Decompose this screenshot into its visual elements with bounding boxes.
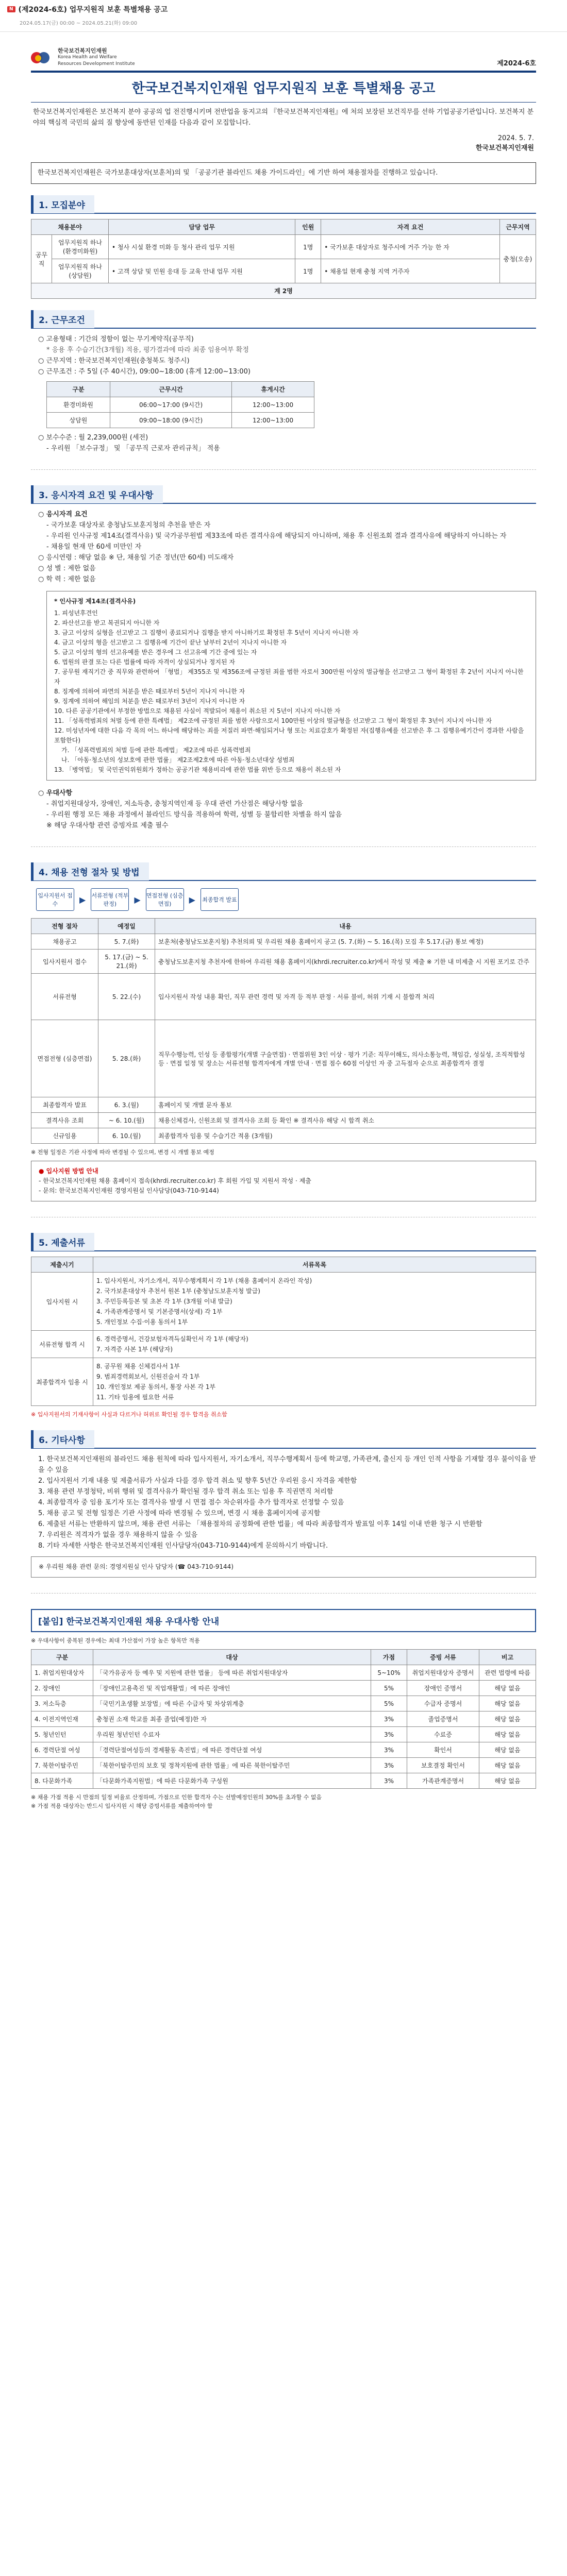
disqualification-box: * 인사규정 제14조(결격사유) 1. 피성년후견인 2. 파산선고를 받고 복권되지 아니한 자 3. 금고 이상의 실형을 선고받고 그 집행이 종료되거나 집행을 받지 아니하기로 확정된 후 5년이 지나지 아니한 자 4. 금고 이상의 형을 선고받고 그 집행유예 기간이 끝난 날부터 2년이 지나지 아니한 자 5. 금고 이상의 형의 선고유예를 받은 경우에 그 선고유예 기간 중에 있는 자 6. 법원의 판결 또는 다른 법률에 따라 자격이 상실되거나 정지된 자 7. 공무원 재직기간 중 직무와 관련하여 「형법」 제355조 및 제356조에 규정된 죄를 범한 자로서 300만원 이상의 벌금형을 선고받고 그 형이 확정된 후 2년이 지나지 아니한 자 8. 징계에 의하여 파면의 처분을 받은 때로부터 5년이 지나지 아니한 자 9. 징계에 의하여 해임의 처분을 받은 때로부터 3년이 지나지 아니한 자 10. 다른 공공기관에서 부정한 방법으로 채용된 사실이 적발되어 채용이 취소된 지 5년이 지나지 아니한 자 11. 「성폭력범죄의 처벌 등에 관한 특례법」 제2조에 규정된 죄를 범한 사람으로서 100만원 이상의 벌금형을 선고받고 그 형이 확정된 후 3년이 지나지 아니한 자 12. 미성년자에 대한 다음 각 목의 어느 하나에 해당하는 죄를 저질러 파면·해임되거나 형 또는 치료감호가 확정된 자(집행유예를 선고받은 후 그 집행유예기간이 경과한 사람을 포함한다) 가. 「성폭력범죄의 처벌 등에 관한 특례법」 제2조에 따른 성폭력범죄 나. 「아동·청소년의 성보호에 관한 법률」 제2조제2호에 따른 아동·청소년대상 성범죄 13. 「병역법」 및 국민권익위원회가 정하는 공공기관 채용비리에 관한 법률 위반 등으로 채용이 취소된 자	[46, 591, 536, 781]
section-qualifications: 3. 응시자격 요건 및 우대사항 ○ 응시자격 요건 - 국가보훈 대상자로 충청남도보훈지청의 추천을 받은 자 - 우리원 인사규정 제14조(결격사유) 및 국가공무원법 제33조에 따른 결격사유에 해당되지 아니하며, 채용 후 신원조회 결과 결격사유에 해당하지 아니하는 자 - 채용일 현재 만 60세 미만인 자 ○ 응시연령 : 해당 없음 ※ 단, 채용일 기준 정년(만 60세) 미도래자 ○ 성 별 : 제한 없음 ○ 학 력 : 제한 없음 * 인사규정 제14조(결격사유) 1. 피성년후견인 2. 파산선고를 받고 복권되지 아니한 자 3. 금고 이상의 실형을 선고받고 그 집행이 종료되거나 집행을 받지 아니하기로 확정된 후 5년이 지나지 아니한 자 4. 금고 이상의 형을 선고받고 그 집행유예 기간이 끝난 날부터 2년이 지나지 아니한 자 5. 금고 이상의 형의 선고유예를 받은 경우에 그 선고유예 기간 중에 있는 자 6. 법원의 판결 또는 다른 법률에 따라 자격이 상실되거나 정지된 자 7. 공무원 재직기간 중 직무와 관련하여 「형법」 제355조 및 제356조에 규정된 죄를 범한 자로서 300만원 이상의 벌금형을 선고받고 그 형이 확정된 후 2년이 지나지 아니한 자 8. 징계에 의하여 파면의 처분을 받은 때로부터 5년이 지나지 아니한 자 9. 징계에 의하여 해임의 처분을 받은 때로부터 3년이 지나지 아니한 자 10. 다른 공공기관에서 부정한 방법으로 채용된 사실이 적발되어 채용이 취소된 지 5년이 지나지 아니한 자 11. 「성폭력범죄의 처벌 등에 관한 특례법」 제2조에 규정된 죄를 범한 사람으로서 100만원 이상의 벌금형을 선고받고 그 형이 확정된 후 3년이 지나지 아니한 자 12. 미성년자에 대한 다음 각 목의 어느 하나에 해당하는 죄를 저질러 파면·해임되거나 형 또는 치료감호가 확정된 자(집행유예를 선고받은 후 그 집행유예기간이 경과한 사람을 포함한다) 가. 「성폭력범죄의 처벌 등에 관한 특례법」 제2조에 따른 성폭력범죄 나. 「아동·청소년의 성보호에 관한 법률」 제2조제2호에 따른 아동·청소년대상 성범죄 13. 「병역법」 및 국민권익위원회가 정하는 공공기관 채용비리에 관한 법률 위반 등으로 채용이 취소된 자 ○ 우대사항 - 취업지원대상자, 장애인, 저소득층, 충청지역인재 등 우대 관련 가산점은 해당사항 없음 - 우리원 행정 모든 채용 과정에서 블라인드 방식을 적용하여 학력, 성별 등 불합리한 차별을 하지 않음 ※ 해당 우대사항 관련 증빙자료 제출 필수	[31, 485, 536, 831]
table-row: 8. 다문화가족 「다문화가족지원법」에 따른 다문화가족 구성원 3% 가족관계증명서 해당 없음	[31, 1773, 536, 1789]
table-row: 최종합격자 임용 시 8. 공무원 채용 신체검사서 1부 9. 범죄경력회보서, 신원진술서 각 1부 10. 개인정보 제공 동의서, 통장 사본 각 1부 11. 기타 임용에 필요한 서류	[31, 1358, 536, 1406]
apply-method-box: ● 입사지원 방법 안내 - 한국보건복지인재원 채용 홈페이지 접속(khrdi.recruiter.co.kr) 후 회원 가입 및 지원서 작성 · 제출 - 문의: 한국보건복지인재원 경영지원실 인사담당(043-710-9144)	[31, 1161, 536, 1201]
logo-mark-icon	[31, 50, 54, 65]
signature-block: 2024. 5. 7. 한국보건복지인재원	[475, 134, 534, 152]
table-row: 서류전형 합격 시 6. 경력증명서, 건강보험자격득실확인서 각 1부 (해당자) 7. 자격증 사본 1부 (해당자)	[31, 1331, 536, 1358]
section-title: 3. 응시자격 요건 및 우대사항	[31, 485, 163, 503]
section-title: 2. 근무조건	[31, 310, 94, 328]
flow-step: 서류전형 (적부판정)	[91, 888, 129, 911]
list-item: 7. 우리원은 적격자가 없을 경우 채용하지 않을 수 있음	[38, 1531, 198, 1539]
flow-step: 입사지원서 접수	[36, 888, 74, 911]
flow-step: 최종합격 발표	[201, 888, 239, 911]
section-recruitment-fields	[31, 195, 536, 299]
logo-text: 한국보건복지인재원 Korea Health and Welfare Resources Development Institute	[58, 47, 135, 66]
institute-logo	[31, 47, 135, 67]
intro-text: 한국보건복지인재원은 보건복지 분야 공공의 업 전진행시키며 전반업을 동지고의 『한국보건복지인재원』에 처의 보장된 보건직무를 선하 기업공공기관입니다. 보건복지 분야의 핵심적 국민의 삶의 질 향상에 동반된 인재를 다음과 같이 모집합니다.	[33, 108, 534, 127]
document-number: 제2024-6호	[497, 60, 536, 67]
main-title: 한국보건복지인재원 업무지원직 보훈 특별채용 공고	[31, 71, 536, 103]
table-row: 1. 취업지원대상자 「국가유공자 등 예우 및 지원에 관한 법률」 등에 따른 취업지원대상자 5~10% 취업지원대상자 증명서 관련 법령에 따름	[31, 1665, 536, 1681]
list-item: 3. 채용 관련 부정청탁, 비위 행위 및 결격사유가 확인될 경우 합격 취소 또는 임용 후 직권면직 처리함	[38, 1488, 333, 1496]
table-row: 7. 북한이탈주민 「북한이탈주민의 보호 및 정착지원에 관한 법률」에 따른 북한이탈주민 3% 보호결정 확인서 해당 없음	[31, 1758, 536, 1773]
table-row: 최종합격자 발표 6. 3.(월) 홈페이지 및 개별 문자 통보	[31, 1097, 536, 1113]
table-row: 업무지원직 하나(상담원) • 고객 상담 및 민원 응대 등 교육 안내 업무 지원 1명 • 채용일 현재 충청 지역 거주자	[31, 259, 536, 283]
table-row: 서류전형 5. 22.(수) 입사지원서 작성 내용 확인, 직무 관련 경력 및 자격 등 적부 판정 · 서류 불비, 허위 기재 시 불합격 처리	[31, 974, 536, 1020]
table-row: 채용공고 5. 7.(화) 보훈처(충청남도보훈지청) 추천의뢰 및 우리원 채용 홈페이지 공고 (5. 7.(화) ~ 5. 16.(목) 모집 후 5.17.(금) 통보 예정)	[31, 934, 536, 950]
recruitment-table: 채용분야 담당 업무 인원 자격 요건 근무지역 공무직 업무지원직 하나(환경미화원) • 청사 시설 환경 미화 등 청사 관리 업무 지원 1명 • 국가보훈 대상자로 청주시에 거주 가능 한 자 충청(오송) 업무지원직 하나(상담원) • 고객 상담 및 민원 응대 등 교육 안내 업무 지원 1명 • 채용일 현재 충청 지역 거주자 계 2명	[31, 219, 536, 299]
section-working-conditions: 2. 근무조건 ○ 고용형태 : 기간의 정함이 없는 무기계약직(공무직) * 응용 후 수습기간(3개월) 적용, 평가결과에 따라 최종 임용여부 확정 ○ 근무지역 : 한국보건복지인재원(충청북도 청주시) ○ 근무조건 : 주 5일 (주 40시간), 09:00~18:00 (휴게 12:00~13:00) 구분 근무시간 휴게시간 환경미화원 06:00~17:00 (9시간) 12:00~13:00 상담원 09:00~18:00 (9시간) 12:00~13:00 ○ 보수수준 : 월 2,239,000원 (세전) - 우리원 「보수규정」 및 「공무직 근로자 관리규칙」 적용	[31, 310, 536, 454]
table-row: 입사지원 시 1. 입사지원서, 자기소개서, 직무수행계획서 각 1부 (채용 홈페이지 온라인 작성) 2. 국가보훈대상자 추천서 원본 1부 (충청남도보훈지청 발급) 3. 주민등록등본 및 초본 각 1부 (3개월 이내 발급) 4. 가족관계증명서 및 기본증명서(상세) 각 1부 5. 개인정보 수집·이용 동의서 1부	[31, 1273, 536, 1331]
announcement-document	[31, 47, 536, 1810]
section-documents: 5. 제출서류 제출시기 서류목록 입사지원 시 1. 입사지원서, 자기소개서, 직무수행계획서 각 1부 (채용 홈페이지 온라인 작성) 2. 국가보훈대상자 추천서 원본 1부 (충청남도보훈지청 발급) 3. 주민등록등본 및 초본 각 1부 (3개월 이내 발급) 4. 가족관계증명서 및 기본증명서(상세) 각 1부 5. 개인정보 수집·이용 동의서 1부 서류전형 합격 시 6. 경력증명서, 건강보험자격득실확인서 각 1부 (해당자) 7. 자격증 사본 1부 (해당자) 최종합격자 임용 시 8. 공무원 채용 신체검사서 1부 9. 범죄경력회보서, 신원진술서 각 1부 10. 개인정보 제공 동의서, 통장 사본 각 1부 11. 기타 임용에 필요한 서류 ※ 입사지원서의 기재사항이 사실과 다르거나 허위로 확인될 경우 합격을 취소함	[31, 1233, 536, 1419]
post-header	[0, 0, 567, 32]
post-title[interactable]: (제2024-6호) 업무지원직 보훈 특별채용 공고	[18, 6, 168, 14]
section-title: 6. 기타사항	[31, 1430, 94, 1448]
post-title-row	[7, 4, 560, 14]
table-row: 공무직 업무지원직 하나(환경미화원) • 청사 시설 환경 미화 등 청사 관리 업무 지원 1명 • 국가보훈 대상자로 청주시에 거주 가능 한 자 충청(오송)	[31, 235, 536, 259]
schedule-table: 구분 근무시간 휴게시간 환경미화원 06:00~17:00 (9시간) 12:00~13:00 상담원 09:00~18:00 (9시간) 12:00~13:00	[46, 381, 314, 428]
process-table: 전형 절차 예정일 내용 채용공고 5. 7.(화) 보훈처(충청남도보훈지청) 추천의뢰 및 우리원 채용 홈페이지 공고 (5. 7.(화) ~ 5. 16.(목) 모집 후 5.17.(금) 통보 예정) 입사지원서 접수 5. 17.(금) ~ 5. 21.(화) 충청남도보훈지청 추천자에 한하여 우리원 채용 홈페이지(khrdi.recruiter.co.kr)에서 작성 및 제출 ※ 기한 내 미제출 시 지원 포기로 간주 서류전형 5. 22.(수) 입사지원서 작성 내용 확인, 직무 관련 경력 및 자격 등 적부 판정 · 서류 불비, 허위 기재 시 불합격 처리 면접전형 (심층면접) 5. 28.(화) 직무수행능력, 인성 등 종합평가(개별 구술면접) · 면접위원 3인 이상 · 평가 기준: 직무이해도, 의사소통능력, 책임감, 성실성, 조직적합성 등 · 면접 일정 및 장소는 서류전형 합격자에게 개별 안내 · 면접 점수 60점 이상인 자 중 고득점자 순으로 최종합격자 결정 최종합격자 발표 6. 3.(월) 홈페이지 및 개별 문자 통보 결격사유 조회 ~ 6. 10.(월) 채용신체검사, 신원조회 및 결격사유 조회 등 확인 ※ 결격사유 해당 시 합격 취소 신규임용 6. 10.(월) 최종합격자 임용 및 수습기간 적용 (3개월)	[31, 918, 536, 1144]
list-item: 1. 한국보건복지인재원의 블라인드 채용 원칙에 따라 입사지원서, 자기소개서, 직무수행계획서 등에 학교명, 가족관계, 출신지 등 개인 인적 사항을 기재할 경우 불이익을 받을 수 있음	[38, 1455, 536, 1474]
table-row: 신규임용 6. 10.(월) 최종합격자 임용 및 수습기간 적용 (3개월)	[31, 1128, 536, 1144]
other-items-list	[31, 1454, 536, 1551]
table-row: 면접전형 (심층면접) 5. 28.(화) 직무수행능력, 인성 등 종합평가(개별 구술면접) · 면접위원 3인 이상 · 평가 기준: 직무이해도, 의사소통능력, 책임감, 성실성, 조직적합성 등 · 면접 일정 및 장소는 서류전형 합격자에게 개별 안내 · 면접 점수 60점 이상인 자 중 고득점자 순으로 최종합격자 결정	[31, 1020, 536, 1097]
contact-footer: ※ 우리원 채용 관련 문의: 경영지원실 인사 담당자 (☎ 043-710-9144)	[31, 1556, 536, 1578]
flow-step: 면접전형 (심층면접)	[146, 888, 184, 911]
blind-hiring-notice: 한국보건복지인재원은 국가보훈대상자(보훈처)의 및 「공공기관 블라인드 채용 가이드라인」에 기반 하여 채용절차를 진행하고 있습니다.	[31, 162, 536, 184]
table-row: 2. 장애인 「장애인고용촉진 및 직업재활법」에 따른 장애인 5% 장애인 증명서 해당 없음	[31, 1681, 536, 1696]
arrow-right-icon: ▶	[189, 894, 195, 905]
table-row: 결격사유 조회 ~ 6. 10.(월) 채용신체검사, 신원조회 및 결격사유 조회 등 확인 ※ 결격사유 해당 시 합격 취소	[31, 1113, 536, 1128]
arrow-right-icon: ▶	[134, 894, 141, 905]
table-row: 6. 경력단절 여성 「경력단절여성등의 경제활동 촉진법」에 따른 경력단절 여성 3% 확인서 해당 없음	[31, 1742, 536, 1758]
list-item: 6. 제출된 서류는 반환하지 않으며, 채용 관련 서류는 「채용절차의 공정화에 관한 법률」에 따라 최종합격자 발표일 이후 14일 이내 반환 청구 시 반환함	[38, 1520, 482, 1528]
table-row: 4. 이전지역인재 충청권 소재 학교를 최종 졸업(예정)한 자 3% 졸업증명서 해당 없음	[31, 1711, 536, 1727]
section-title: 5. 제출서류	[31, 1233, 94, 1251]
post-period: 2024.05.17(금) 00:00 ~ 2024.05.21(화) 09:00	[20, 21, 138, 26]
arrow-right-icon: ▶	[79, 894, 86, 905]
process-flow	[36, 888, 536, 911]
preferences-table: 구분 대상 가점 증빙 서류 비고 1. 취업지원대상자 「국가유공자 등 예우 및 지원에 관한 법률」 등에 따른 취업지원대상자 5~10% 취업지원대상자 증명서 관련 법령에 따름 2. 장애인 「장애인고용촉진 및 직업재활법」에 따른 장애인 5% 장애인 증명서 해당 없음 3. 저소득층 「국민기초생활 보장법」에 따른 수급자 및 차상위계층 5% 수급자 증명서 해당 없음 4. 이전지역인재 충청권 소재 학교를 최종 졸업(예정)한 자 3% 졸업증명서 해당 없음 5. 청년인턴 우리원 청년인턴 수료자 3% 수료증 해당 없음 6. 경력단절 여성 「경력단절여성등의 경제활동 촉진법」에 따른 경력단절 여성 3% 확인서 해당 없음 7. 북한이탈주민 「북한이탈주민의 보호 및 정착지원에 관한 법률」에 따른 북한이탈주민 3% 보호결정 확인서 해당 없음 8. 다문화가족 「다문화가족지원법」에 따른 다문화가족 구성원 3% 가족관계증명서 해당 없음	[31, 1649, 536, 1789]
section-title: 4. 채용 전형 절차 및 방법	[31, 862, 149, 880]
section-selection-process: 4. 채용 전형 절차 및 방법 입사지원서 접수 ▶ 서류전형 (적부판정) ▶ 면접전형 (심층면접) ▶ 최종합격 발표 전형 절차 예정일 내용 채용공고 5. 7.(화) 보훈처(충청남도보훈지청) 추천의뢰 및 우리원 채용 홈페이지 공고 (5. 7.(화) ~ 5. 16.(목) 모집 후 5.17.(금) 통보 예정) 입사지원서 접수 5. 17.(금) ~ 5. 21.(화) 충청남도보훈지청 추천자에 한하여 우리원 채용 홈페이지(khrdi.recruiter.co.kr)에서 작성 및 제출 ※ 기한 내 미제출 시 지원 포기로 간주 서류전형 5. 22.(수) 입사지원서 작성 내용 확인, 직무 관련 경력 및 자격 등 적부 판정 · 서류 불비, 허위 기재 시 불합격 처리 면접전형 (심층면접) 5. 28.(화) 직무수행능력, 인성 등 종합평가(개별 구술면접) · 면접위원 3인 이상 · 평가 기준: 직무이해도, 의사소통능력, 책임감, 성실성, 조직적합성 등 · 면접 일정 및 장소는 서류전형 합격자에게 개별 안내 · 면접 점수 60점 이상인 자 중 고득점자 순으로 최종합격자 결정 최종합격자 발표 6. 3.(월) 홈페이지 및 개별 문자 통보 결격사유 조회 ~ 6. 10.(월) 채용신체검사, 신원조회 및 결격사유 조회 등 확인 ※ 결격사유 해당 시 합격 취소 신규임용 6. 10.(월) 최종합격자 임용 및 수습기간 적용 (3개월) ※ 전형 일정은 기관 사정에 따라 변경될 수 있으며, 변경 시 개별 통보 예정 ● 입사지원 방법 안내 - 한국보건복지인재원 채용 홈페이지 접속(khrdi.recruiter.co.kr) 후 회원 가입 및 지원서 작성 · 제출 - 문의: 한국보건복지인재원 경영지원실 인사담당(043-710-9144)	[31, 862, 536, 1201]
documents-table: 제출시기 서류목록 입사지원 시 1. 입사지원서, 자기소개서, 직무수행계획서 각 1부 (채용 홈페이지 온라인 작성) 2. 국가보훈대상자 추천서 원본 1부 (충청남도보훈지청 발급) 3. 주민등록등본 및 초본 각 1부 (3개월 이내 발급) 4. 가족관계증명서 및 기본증명서(상세) 각 1부 5. 개인정보 수집·이용 동의서 1부 서류전형 합격 시 6. 경력증명서, 건강보험자격득실확인서 각 1부 (해당자) 7. 자격증 사본 1부 (해당자) 최종합격자 임용 시 8. 공무원 채용 신체검사서 1부 9. 범죄경력회보서, 신원진술서 각 1부 10. 개인정보 제공 동의서, 통장 사본 각 1부 11. 기타 임용에 필요한 서류	[31, 1257, 536, 1406]
attachment-preferences: [붙임] 한국보건복지인재원 채용 우대사항 안내 ※ 우대사항이 중복된 경우에는 최대 가산점이 가장 높은 항목만 적용 구분 대상 가점 증빙 서류 비고 1. 취업지원대상자 「국가유공자 등 예우 및 지원에 관한 법률」 등에 따른 취업지원대상자 5~10% 취업지원대상자 증명서 관련 법령에 따름 2. 장애인 「장애인고용촉진 및 직업재활법」에 따른 장애인 5% 장애인 증명서 해당 없음 3. 저소득층 「국민기초생활 보장법」에 따른 수급자 및 차상위계층 5% 수급자 증명서 해당 없음 4. 이전지역인재 충청권 소재 학교를 최종 졸업(예정)한 자 3% 졸업증명서 해당 없음 5. 청년인턴 우리원 청년인턴 수료자 3% 수료증 해당 없음 6. 경력단절 여성 「경력단절여성등의 경제활동 촉진법」에 따른 경력단절 여성 3% 확인서 해당 없음 7. 북한이탈주민 「북한이탈주민의 보호 및 정착지원에 관한 법률」에 따른 북한이탈주민 3% 보호결정 확인서 해당 없음 8. 다문화가족 「다문화가족지원법」에 따른 다문화가족 구성원 3% 가족관계증명서 해당 없음 ※ 채용 가점 적용 시 만점의 일정 비율로 산정하며, 가점으로 인한 합격자 수는 선발예정인원의 30%를 초과할 수 없음 ※ 가점 적용 대상자는 반드시 입사지원 시 해당 증빙서류를 제출하여야 함	[31, 1609, 536, 1810]
list-item: 5. 채용 공고 및 전형 일정은 기관 사정에 따라 변경될 수 있으며, 변경 시 채용 홈페이지에 공지함	[38, 1510, 321, 1517]
document-header	[31, 47, 536, 67]
table-row: 5. 청년인턴 우리원 청년인턴 수료자 3% 수료증 해당 없음	[31, 1727, 536, 1742]
list-item: 2. 입사지원서 기재 내용 및 제출서류가 사실과 다를 경우 합격 취소 및 향후 5년간 우리원 응시 자격을 제한함	[38, 1477, 357, 1485]
section-title: 1. 모집분야	[31, 195, 94, 213]
list-item: 4. 최종합격자 중 임용 포기자 또는 결격사유 발생 시 면접 점수 차순위자를 추가 합격자로 선정할 수 있음	[38, 1499, 344, 1506]
new-badge: N	[7, 6, 15, 12]
list-item: 8. 기타 자세한 사항은 한국보건복지인재원 인사담당자(043-710-9144)에게 문의하시기 바랍니다.	[38, 1542, 328, 1550]
table-row: 입사지원서 접수 5. 17.(금) ~ 5. 21.(화) 충청남도보훈지청 추천자에 한하여 우리원 채용 홈페이지(khrdi.recruiter.co.kr)에서 작성 및 제출 ※ 기한 내 미제출 시 지원 포기로 간주	[31, 950, 536, 974]
table-row: 3. 저소득층 「국민기초생활 보장법」에 따른 수급자 및 차상위계층 5% 수급자 증명서 해당 없음	[31, 1696, 536, 1711]
section-other-matters	[31, 1430, 536, 1578]
attachment-title: [붙임] 한국보건복지인재원 채용 우대사항 안내	[31, 1609, 536, 1632]
